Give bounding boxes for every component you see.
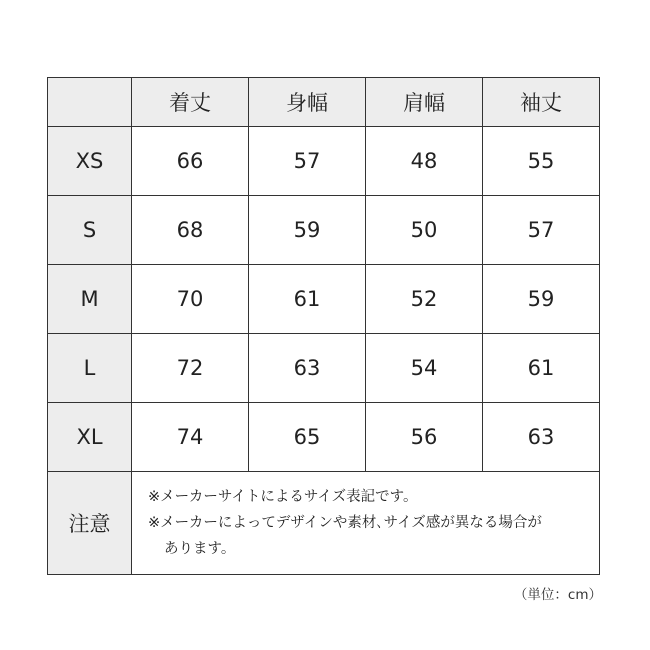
table-cell: 57 bbox=[249, 127, 366, 196]
note-line: あります。 bbox=[164, 541, 236, 557]
table-cell: 50 bbox=[366, 196, 483, 265]
table-cell: 56 bbox=[366, 403, 483, 472]
table-cell: 63 bbox=[249, 334, 366, 403]
table-row-s bbox=[48, 196, 600, 265]
notes-label: 注意 bbox=[48, 472, 132, 575]
table-row-l bbox=[48, 334, 600, 403]
unit-caption: （単位：cm） bbox=[513, 587, 602, 603]
table-cell: 54 bbox=[366, 334, 483, 403]
table-cell: 52 bbox=[366, 265, 483, 334]
table-cell: 61 bbox=[249, 265, 366, 334]
header-sleeve-length: 袖丈 bbox=[483, 78, 600, 127]
table-cell: 68 bbox=[132, 196, 249, 265]
table-cell: 70 bbox=[132, 265, 249, 334]
notes-text bbox=[132, 472, 600, 575]
table-cell: 74 bbox=[132, 403, 249, 472]
table-cell: 59 bbox=[483, 265, 600, 334]
size-label: L bbox=[48, 334, 132, 403]
table-cell: 55 bbox=[483, 127, 600, 196]
table-cell: 63 bbox=[483, 403, 600, 472]
size-label: XS bbox=[48, 127, 132, 196]
table-row-m bbox=[48, 265, 600, 334]
table-cell: 57 bbox=[483, 196, 600, 265]
table-cell: 61 bbox=[483, 334, 600, 403]
table-cell: 66 bbox=[132, 127, 249, 196]
table-row-xs bbox=[48, 127, 600, 196]
size-chart-table bbox=[47, 77, 600, 575]
table-row-xl bbox=[48, 403, 600, 472]
header-shoulder-width: 肩幅 bbox=[366, 78, 483, 127]
size-label: XL bbox=[48, 403, 132, 472]
table-cell: 65 bbox=[249, 403, 366, 472]
header-row bbox=[48, 78, 600, 127]
table-cell: 59 bbox=[249, 196, 366, 265]
header-corner-cell bbox=[48, 78, 132, 127]
table-cell: 72 bbox=[132, 334, 249, 403]
note-line: ※メーカーによってデザインや素材､サイズ感が異なる場合が bbox=[148, 515, 542, 531]
notes-row bbox=[48, 472, 600, 575]
header-length: 着丈 bbox=[132, 78, 249, 127]
table-cell: 48 bbox=[366, 127, 483, 196]
header-body-width: 身幅 bbox=[249, 78, 366, 127]
note-line: ※メーカーサイトによるサイズ表記です。 bbox=[148, 489, 418, 505]
size-label: S bbox=[48, 196, 132, 265]
size-label: M bbox=[48, 265, 132, 334]
